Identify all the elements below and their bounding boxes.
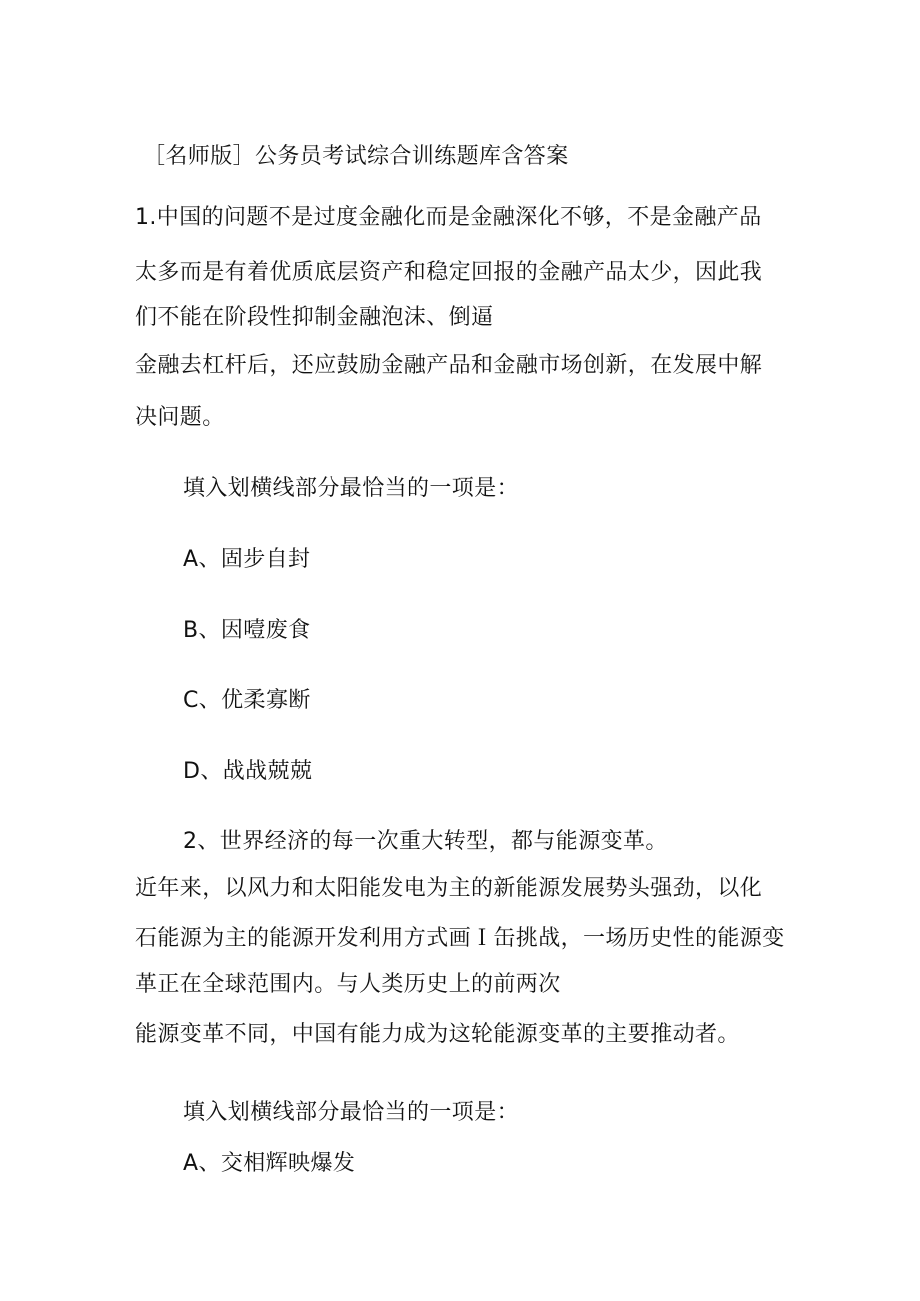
q2-text-line-3: 石能源为主的能源开发利用方式画Ｉ缶挑战，一场历史性的能源变 xyxy=(135,926,785,951)
q1-text-line-1: 1.中国的问题不是过度金融化而是金融深化不够，不是金融产品 xyxy=(135,205,762,230)
q1-text-line-5: 决问题。 xyxy=(135,405,225,430)
q2-text-line-4: 革正在全球范围内。与人类历史上的前两次 xyxy=(135,972,561,997)
q1-prompt: 填入划横线部分最恰当的一项是： xyxy=(183,476,520,501)
q1-option-c: C、优柔寡断 xyxy=(183,688,311,713)
q1-text-line-3: 们不能在阶段性抑制金融泡沫、倒逼 xyxy=(135,305,494,330)
q2-text-line-2: 近年来，以风力和太阳能发电为主的新能源发展势头强劲，以化 xyxy=(135,876,763,901)
q2-option-a: A、交相辉映爆发 xyxy=(183,1151,356,1176)
q2-prompt: 填入划横线部分最恰当的一项是： xyxy=(183,1100,520,1125)
q1-option-d: D、战战兢兢 xyxy=(183,759,313,784)
q2-text-line-1: 2、世界经济的每一次重大转型，都与能源变革。 xyxy=(183,829,668,854)
q1-option-b: B、因噎废食 xyxy=(183,618,311,643)
q1-text-line-4: 金融去杠杆后，还应鼓励金融产品和金融市场创新，在发展中解 xyxy=(135,353,763,378)
q1-text-line-2: 太多而是有着优质底层资产和稳定回报的金融产品太少，因此我 xyxy=(135,260,763,285)
q2-text-line-5: 能源变革不同，中国有能力成为这轮能源变革的主要推动者。 xyxy=(135,1022,740,1047)
document-title: ［名师版］公务员考试综合训练题库含答案 xyxy=(143,144,569,169)
q1-option-a: A、固步自封 xyxy=(183,547,311,572)
